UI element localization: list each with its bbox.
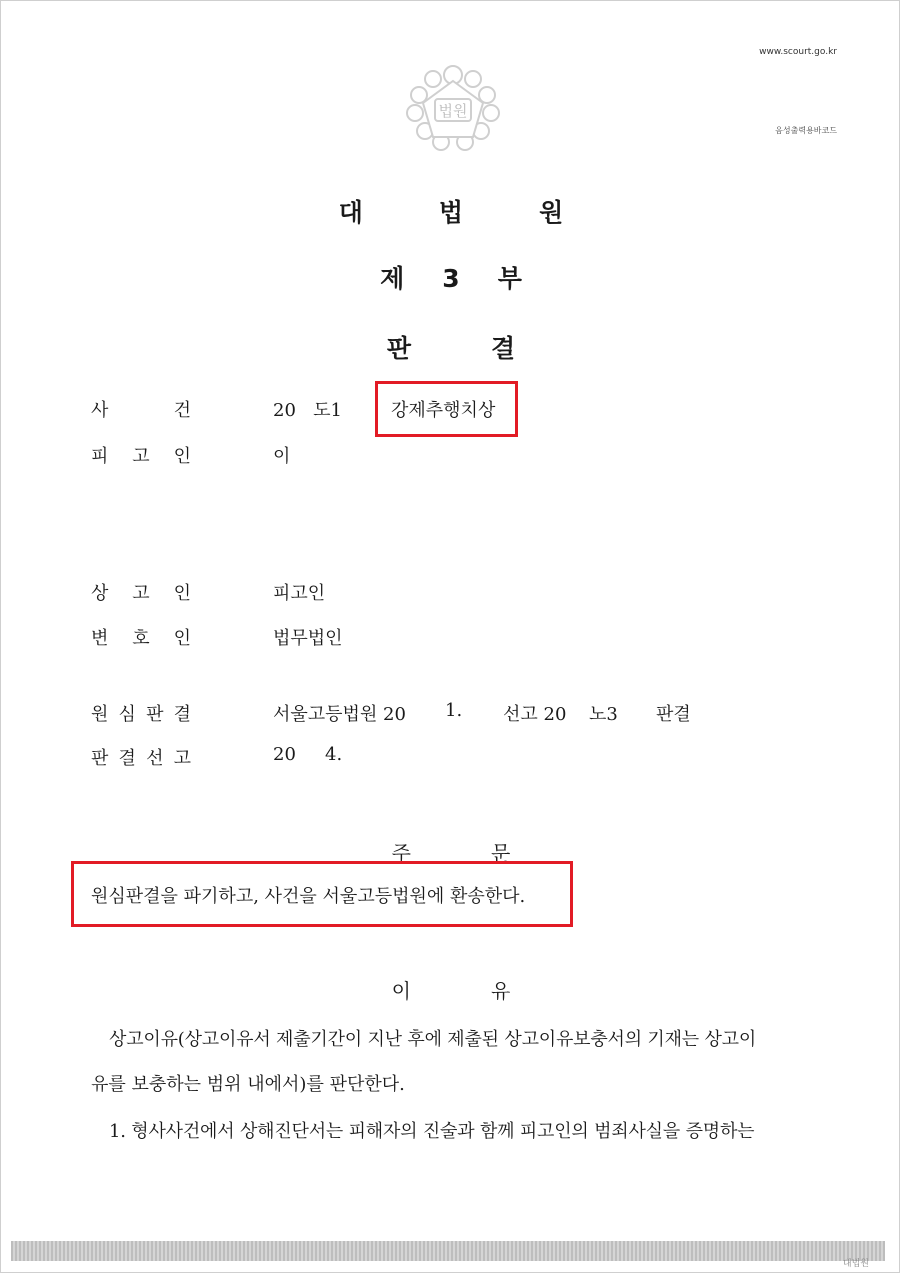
lower-case-no: 노3 <box>589 704 618 725</box>
field-label: 피 고 인 <box>91 446 191 467</box>
case-charge: 강제추행치상 <box>391 400 496 421</box>
reasons-heading: 이 유 <box>391 979 511 1003</box>
court-name: 대 법 원 <box>338 198 564 227</box>
judgment-date-value: 4. <box>325 744 343 765</box>
highlight-box-order <box>71 861 573 927</box>
field-label: 판 결 선 고 <box>91 748 191 769</box>
site-url: www.scourt.go.kr <box>759 47 837 57</box>
field-label: 원 심 판 결 <box>91 704 191 725</box>
counsel-value: 법무법인 <box>273 628 343 649</box>
court-seal-icon <box>405 65 501 151</box>
defendant-name: 이 <box>273 446 291 467</box>
lower-suffix: 판결 <box>656 704 691 725</box>
field-label: 상 고 인 <box>91 583 191 604</box>
case-number: 20 도1 <box>273 400 342 421</box>
field-label: 변 호 인 <box>91 628 191 649</box>
reasons-line-3: 1. 형사사건에서 상해진단서는 피해자의 진술과 함께 피고인의 범죄사실을 증명하는 <box>109 1121 755 1142</box>
barcode-label: 음성출력용바코드 <box>775 126 837 135</box>
lower-court: 서울고등법원 20 <box>273 704 406 725</box>
highlight-box-charge <box>375 381 518 437</box>
field-label: 사 건 <box>91 400 191 421</box>
lower-sentence: 선고 20 <box>503 704 567 725</box>
lower-date: 1. <box>445 700 463 721</box>
order-text: 원심판결을 파기하고, 사건을 서울고등법원에 환송한다. <box>91 886 526 907</box>
reasons-line-2: 유를 보충하는 범위 내에서)를 판단한다. <box>91 1074 405 1095</box>
reasons-line-1: 상고이유(상고이유서 제출기간이 지난 후에 제출된 상고이유보충서의 기재는 상고이 <box>109 1029 757 1050</box>
division-name: 제 3 부 <box>380 264 522 293</box>
document-type: 판 결 <box>386 334 516 363</box>
seal-text: 법원 <box>438 102 468 120</box>
order-heading: 주 문 <box>391 841 511 865</box>
judgment-year: 20 <box>273 744 296 765</box>
footer-band <box>11 1241 885 1261</box>
footer-text: 대법원 <box>842 1259 869 1269</box>
appellant-value: 피고인 <box>273 583 326 604</box>
